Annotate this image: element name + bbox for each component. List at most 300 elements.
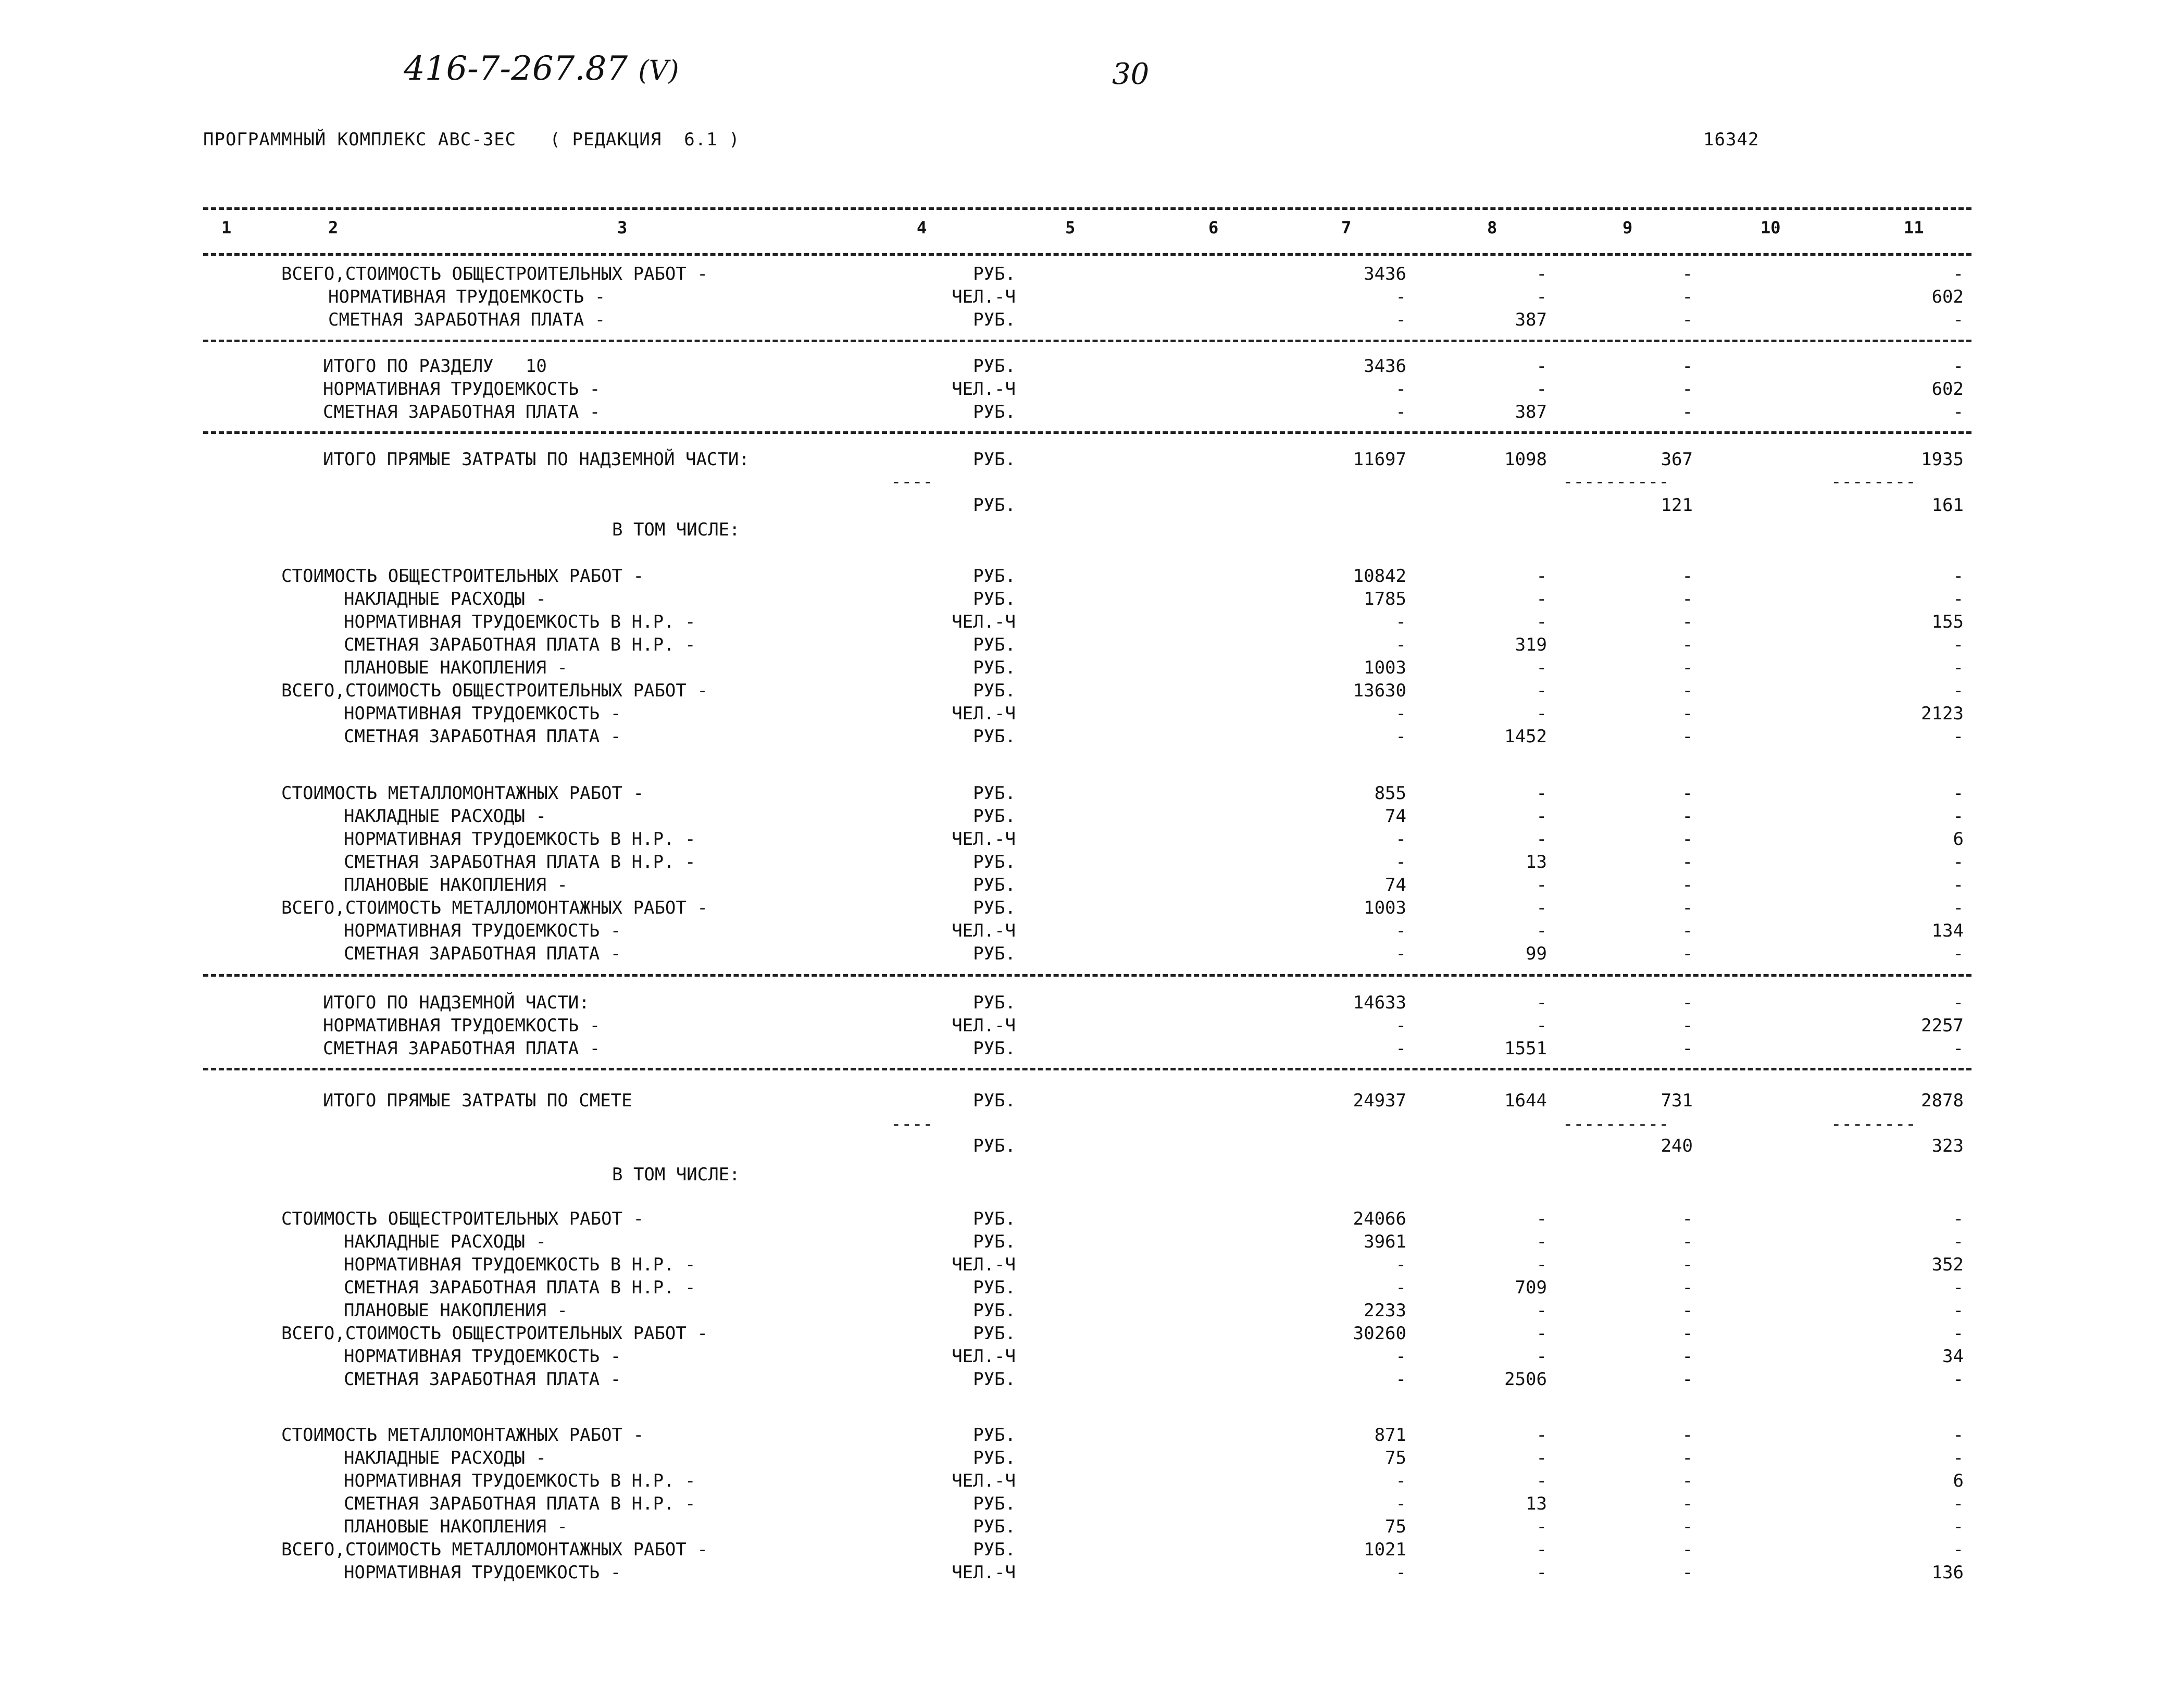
cell-col9: - [1682, 897, 1693, 918]
row-label: СМЕТНАЯ ЗАРАБОТНАЯ ПЛАТА В Н.Р. - [344, 634, 696, 655]
row-unit: РУБ. [973, 943, 1016, 964]
table-row [203, 829, 1971, 852]
cell-col8: - [1536, 829, 1547, 850]
table-row [203, 1470, 1971, 1493]
cell-col11: - [1953, 1323, 1964, 1344]
row-label: НОРМАТИВНАЯ ТРУДОЕМКОСТЬ - [323, 379, 601, 400]
cell-col9: - [1682, 402, 1693, 422]
table-row [203, 1369, 1971, 1392]
cell-col9: - [1682, 264, 1693, 284]
table-header-rule [203, 253, 1971, 256]
cell-col11: - [1953, 1369, 1964, 1390]
cell-col8: 319 [1515, 634, 1547, 655]
row-label: ИТОГО ПО РАЗДЕЛУ 10 [323, 356, 547, 377]
row-label: СТОИМОСТЬ МЕТАЛЛОМОНТАЖНЫХ РАБОТ - [281, 783, 644, 804]
table-row [203, 1448, 1971, 1470]
cell-col8: - [1536, 920, 1547, 941]
table-row [203, 1323, 1971, 1346]
table-row [203, 1231, 1971, 1254]
table-row [203, 286, 1971, 309]
cell-col9: - [1682, 309, 1693, 330]
cell-col7: - [1395, 943, 1406, 964]
column-header: 6 [1208, 218, 1219, 238]
cell-col7: 74 [1385, 875, 1406, 895]
cell-col9: - [1682, 1425, 1693, 1445]
cell-col7: 1003 [1364, 897, 1406, 918]
cell-col7: - [1395, 286, 1406, 307]
cell-col7: - [1395, 1369, 1406, 1390]
cell-col7: - [1395, 379, 1406, 400]
row-label: ВСЕГО,СТОИМОСТЬ ОБЩЕСТРОИТЕЛЬНЫХ РАБОТ - [281, 680, 708, 701]
cell-col7: - [1395, 1562, 1406, 1583]
row-unit: РУБ. [973, 402, 1016, 422]
row-unit: РУБ. [973, 875, 1016, 895]
table-row [203, 1300, 1971, 1323]
cell-col7: - [1395, 1346, 1406, 1367]
cell-col9: - [1682, 1208, 1693, 1229]
row-unit: РУБ. [973, 897, 1016, 918]
cell-col9: - [1682, 356, 1693, 377]
row-label: НОРМАТИВНАЯ ТРУДОЕМКОСТЬ В Н.Р. - [344, 612, 696, 632]
cell-col8: - [1536, 1208, 1547, 1229]
row-unit: ЧЕЛ.-Ч [952, 703, 1016, 724]
row-unit: РУБ. [973, 1136, 1016, 1156]
cell-col7: - [1395, 726, 1406, 747]
underline-mark: ---- [891, 471, 933, 492]
cell-col8: - [1536, 356, 1547, 377]
row-label: ВСЕГО,СТОИМОСТЬ МЕТАЛЛОМОНТАЖНЫХ РАБОТ - [281, 1539, 708, 1560]
cell-col11: - [1953, 680, 1964, 701]
cell-col7: - [1395, 309, 1406, 330]
cell-col11: - [1953, 1539, 1964, 1560]
cell-col11: 323 [1931, 1136, 1964, 1156]
column-header-row [203, 218, 1971, 241]
cell-col7: 30260 [1353, 1323, 1406, 1344]
cell-col11: - [1953, 897, 1964, 918]
row-label: ПЛАНОВЫЕ НАКОПЛЕНИЯ - [344, 875, 568, 895]
cell-col9: - [1682, 1346, 1693, 1367]
cell-col11: - [1953, 875, 1964, 895]
cell-col7: 2233 [1364, 1300, 1406, 1321]
section-rule [203, 431, 1971, 434]
row-unit: РУБ. [973, 1300, 1016, 1321]
cell-col9: - [1682, 1254, 1693, 1275]
column-header: 4 [917, 218, 927, 238]
section-note: В ТОМ ЧИСЛЕ: [612, 1164, 740, 1185]
cell-col9: 240 [1661, 1136, 1693, 1156]
cell-col9: - [1682, 1562, 1693, 1583]
row-label: ИТОГО ПО НАДЗЕМНОЙ ЧАСТИ: [323, 992, 590, 1013]
table-row [203, 309, 1971, 332]
cell-col7: 3436 [1364, 264, 1406, 284]
cell-col11: - [1953, 1277, 1964, 1298]
cell-col8: - [1536, 1231, 1547, 1252]
row-unit: РУБ. [973, 495, 1016, 516]
table-row [203, 1015, 1971, 1038]
cell-col9: - [1682, 920, 1693, 941]
cell-col7: 3436 [1364, 356, 1406, 377]
cell-col11: 2257 [1921, 1015, 1964, 1036]
section-note: В ТОМ ЧИСЛЕ: [612, 519, 740, 540]
cell-col8: 387 [1515, 309, 1547, 330]
cell-col8: 13 [1526, 1493, 1547, 1514]
cell-col8: - [1536, 612, 1547, 632]
column-header: 5 [1065, 218, 1076, 238]
cell-col11: 602 [1931, 286, 1964, 307]
row-unit: РУБ. [973, 589, 1016, 609]
table-row [203, 449, 1971, 472]
table-row [203, 806, 1971, 829]
cell-col7: - [1395, 920, 1406, 941]
cell-col8: - [1536, 992, 1547, 1013]
table-row [203, 875, 1971, 897]
document-number-text: 416-7-267.87 [404, 49, 628, 88]
row-label: НОРМАТИВНАЯ ТРУДОЕМКОСТЬ В Н.Р. - [344, 1254, 696, 1275]
row-label: НАКЛАДНЫЕ РАСХОДЫ - [344, 1448, 546, 1468]
cell-col9: 731 [1661, 1090, 1693, 1111]
row-label: СМЕТНАЯ ЗАРАБОТНАЯ ПЛАТА - [344, 726, 621, 747]
cell-col9: - [1682, 1300, 1693, 1321]
underline-mark: ---------- [1563, 471, 1669, 492]
cell-col8: - [1536, 286, 1547, 307]
table-row [203, 703, 1971, 726]
table-row [203, 1346, 1971, 1369]
row-unit: РУБ. [973, 1090, 1016, 1111]
cell-col11: - [1953, 783, 1964, 804]
cell-col8: 709 [1515, 1277, 1547, 1298]
cell-col11: - [1953, 1038, 1964, 1059]
row-label: ВСЕГО,СТОИМОСТЬ ОБЩЕСТРОИТЕЛЬНЫХ РАБОТ - [281, 264, 708, 284]
cell-col9: - [1682, 1038, 1693, 1059]
cell-col9: 367 [1661, 449, 1693, 470]
row-label: НОРМАТИВНАЯ ТРУДОЕМКОСТЬ - [328, 286, 606, 307]
cell-col9: - [1682, 943, 1693, 964]
cell-col8: - [1536, 1562, 1547, 1583]
cell-col11: - [1953, 402, 1964, 422]
row-unit: ЧЕЛ.-Ч [952, 1254, 1016, 1275]
column-header: 3 [617, 218, 628, 238]
cell-col9: - [1682, 1369, 1693, 1390]
program-header: ПРОГРАММНЫЙ КОМПЛЕКС АВС-3ЕС ( РЕДАКЦИЯ 6.1 ) [203, 129, 740, 150]
table-row [203, 920, 1971, 943]
column-header: 10 [1761, 218, 1781, 238]
cell-col7: 13630 [1353, 680, 1406, 701]
cell-col8: 1098 [1504, 449, 1547, 470]
cell-col9: - [1682, 657, 1693, 678]
cell-col8: - [1536, 703, 1547, 724]
row-label: СМЕТНАЯ ЗАРАБОТНАЯ ПЛАТА - [323, 402, 601, 422]
row-unit: РУБ. [973, 1448, 1016, 1468]
cell-col7: 1785 [1364, 589, 1406, 609]
cell-col8: - [1536, 1323, 1547, 1344]
cell-col11: - [1953, 1208, 1964, 1229]
table-row [203, 264, 1971, 286]
row-label: НОРМАТИВНАЯ ТРУДОЕМКОСТЬ - [344, 1562, 621, 1583]
row-unit: РУБ. [973, 449, 1016, 470]
table-row [203, 1425, 1971, 1448]
table-row [203, 634, 1971, 657]
cell-col8: 2506 [1504, 1369, 1547, 1390]
row-unit: РУБ. [973, 1425, 1016, 1445]
table-row [203, 1038, 1971, 1061]
table-row [203, 1136, 1971, 1158]
cell-col9: - [1682, 1493, 1693, 1514]
cell-col8: - [1536, 1470, 1547, 1491]
row-label: СМЕТНАЯ ЗАРАБОТНАЯ ПЛАТА - [328, 309, 606, 330]
cell-col8: - [1536, 1425, 1547, 1445]
column-header: 8 [1487, 218, 1497, 238]
section-rule [203, 340, 1971, 342]
row-label: НОРМАТИВНАЯ ТРУДОЕМКОСТЬ В Н.Р. - [344, 829, 696, 850]
row-unit: РУБ. [973, 726, 1016, 747]
cell-col7: 1021 [1364, 1539, 1406, 1560]
table-row [203, 566, 1971, 589]
cell-col9: - [1682, 1470, 1693, 1491]
cell-col8: - [1536, 1448, 1547, 1468]
row-unit: ЧЕЛ.-Ч [952, 612, 1016, 632]
cell-col7: 75 [1385, 1448, 1406, 1468]
row-unit: РУБ. [973, 356, 1016, 377]
row-label: НОРМАТИВНАЯ ТРУДОЕМКОСТЬ - [344, 703, 621, 724]
table-row [203, 1277, 1971, 1300]
cell-col11: - [1953, 1231, 1964, 1252]
table-row [203, 897, 1971, 920]
header-code: 16342 [1703, 129, 1759, 150]
table-row [203, 612, 1971, 634]
cell-col8: - [1536, 1254, 1547, 1275]
row-label: СМЕТНАЯ ЗАРАБОТНАЯ ПЛАТА В Н.Р. - [344, 852, 696, 872]
row-label: НОРМАТИВНАЯ ТРУДОЕМКОСТЬ В Н.Р. - [344, 1470, 696, 1491]
table-row [203, 1493, 1971, 1516]
row-unit: РУБ. [973, 1369, 1016, 1390]
table-row [203, 657, 1971, 680]
cell-col9: - [1682, 566, 1693, 587]
cell-col8: - [1536, 264, 1547, 284]
row-label: НОРМАТИВНАЯ ТРУДОЕМКОСТЬ - [344, 920, 621, 941]
cell-col9: - [1682, 829, 1693, 850]
row-unit: РУБ. [973, 264, 1016, 284]
cell-col9: - [1682, 806, 1693, 827]
row-unit: РУБ. [973, 852, 1016, 872]
cell-col8: - [1536, 657, 1547, 678]
table-row [203, 1516, 1971, 1539]
cell-col9: - [1682, 379, 1693, 400]
cell-col7: - [1395, 829, 1406, 850]
cell-col9: - [1682, 1277, 1693, 1298]
row-label: СМЕТНАЯ ЗАРАБОТНАЯ ПЛАТА - [344, 1369, 621, 1390]
table-row [203, 783, 1971, 806]
cell-col11: 2878 [1921, 1090, 1964, 1111]
cell-col7: 14633 [1353, 992, 1406, 1013]
row-unit: РУБ. [973, 806, 1016, 827]
cell-col11: - [1953, 589, 1964, 609]
row-unit: ЧЕЛ.-Ч [952, 286, 1016, 307]
table-row [203, 992, 1971, 1015]
cell-col11: 136 [1931, 1562, 1964, 1583]
cell-col9: - [1682, 992, 1693, 1013]
cell-col8: 1551 [1504, 1038, 1547, 1059]
cell-col7: - [1395, 1493, 1406, 1514]
row-label: ИТОГО ПРЯМЫЕ ЗАТРАТЫ ПО НАДЗЕМНОЙ ЧАСТИ: [323, 449, 750, 470]
row-unit: ЧЕЛ.-Ч [952, 379, 1016, 400]
row-unit: ЧЕЛ.-Ч [952, 1015, 1016, 1036]
cell-col11: 161 [1931, 495, 1964, 516]
column-header: 11 [1904, 218, 1924, 238]
cell-col9: - [1682, 286, 1693, 307]
row-label: НОРМАТИВНАЯ ТРУДОЕМКОСТЬ - [344, 1346, 621, 1367]
row-unit: ЧЕЛ.-Ч [952, 1562, 1016, 1583]
row-label: ИТОГО ПРЯМЫЕ ЗАТРАТЫ ПО СМЕТЕ [323, 1090, 632, 1111]
row-unit: РУБ. [973, 1277, 1016, 1298]
cell-col7: 1003 [1364, 657, 1406, 678]
underline-mark: -------- [1831, 1114, 1916, 1134]
cell-col7: - [1395, 1470, 1406, 1491]
cell-col9: - [1682, 783, 1693, 804]
row-label: СМЕТНАЯ ЗАРАБОТНАЯ ПЛАТА В Н.Р. - [344, 1277, 696, 1298]
cell-col8: - [1536, 806, 1547, 827]
cell-col11: - [1953, 1425, 1964, 1445]
table-row [203, 1539, 1971, 1562]
row-label: СТОИМОСТЬ МЕТАЛЛОМОНТАЖНЫХ РАБОТ - [281, 1425, 644, 1445]
cell-col9: - [1682, 703, 1693, 724]
row-unit: РУБ. [973, 657, 1016, 678]
cell-col7: - [1395, 1254, 1406, 1275]
page-number: 30 [1112, 57, 1150, 91]
cell-col11: - [1953, 657, 1964, 678]
cell-col8: - [1536, 1516, 1547, 1537]
cell-col11: 2123 [1921, 703, 1964, 724]
row-unit: РУБ. [973, 1038, 1016, 1059]
cell-col11: - [1953, 1493, 1964, 1514]
row-unit: РУБ. [973, 992, 1016, 1013]
row-label: ПЛАНОВЫЕ НАКОПЛЕНИЯ - [344, 1516, 568, 1537]
cell-col11: 6 [1953, 1470, 1964, 1491]
cell-col8: 99 [1526, 943, 1547, 964]
row-label: ПЛАНОВЫЕ НАКОПЛЕНИЯ - [344, 1300, 568, 1321]
row-unit: РУБ. [973, 309, 1016, 330]
cell-col11: - [1953, 309, 1964, 330]
cell-col8: 1452 [1504, 726, 1547, 747]
cell-col11: - [1953, 943, 1964, 964]
table-row [203, 943, 1971, 966]
cell-col7: - [1395, 1038, 1406, 1059]
cell-col9: - [1682, 1015, 1693, 1036]
column-header: 2 [328, 218, 339, 238]
cell-col11: - [1953, 634, 1964, 655]
table-row [203, 1090, 1971, 1113]
cell-col9: - [1682, 726, 1693, 747]
row-unit: ЧЕЛ.-Ч [952, 1470, 1016, 1491]
row-unit: РУБ. [973, 1539, 1016, 1560]
column-header: 7 [1341, 218, 1352, 238]
cell-col11: 352 [1931, 1254, 1964, 1275]
table-top-rule [203, 207, 1971, 210]
cell-col11: - [1953, 1300, 1964, 1321]
cell-col11: - [1953, 1516, 1964, 1537]
cell-col7: - [1395, 612, 1406, 632]
underline-mark: ---- [891, 1114, 933, 1134]
row-label: НОРМАТИВНАЯ ТРУДОЕМКОСТЬ - [323, 1015, 601, 1036]
cell-col11: - [1953, 806, 1964, 827]
cell-col7: - [1395, 634, 1406, 655]
cell-col9: - [1682, 1539, 1693, 1560]
row-label: ВСЕГО,СТОИМОСТЬ МЕТАЛЛОМОНТАЖНЫХ РАБОТ - [281, 897, 708, 918]
cell-col7: 871 [1374, 1425, 1406, 1445]
row-unit: РУБ. [973, 1231, 1016, 1252]
cell-col9: - [1682, 680, 1693, 701]
row-label: НАКЛАДНЫЕ РАСХОДЫ - [344, 1231, 546, 1252]
table-row [203, 589, 1971, 612]
cell-col7: 74 [1385, 806, 1406, 827]
column-header: 9 [1623, 218, 1633, 238]
cell-col7: - [1395, 1015, 1406, 1036]
cell-col8: 13 [1526, 852, 1547, 872]
cell-col9: - [1682, 1448, 1693, 1468]
cell-col9: - [1682, 612, 1693, 632]
cell-col8: - [1536, 1015, 1547, 1036]
row-unit: РУБ. [973, 566, 1016, 587]
cell-col9: - [1682, 1516, 1693, 1537]
cell-col11: - [1953, 566, 1964, 587]
cell-col8: - [1536, 783, 1547, 804]
cell-col7: 24937 [1353, 1090, 1406, 1111]
document-volume-text: (V) [638, 55, 679, 86]
cell-col8: 1644 [1504, 1090, 1547, 1111]
cell-col11: - [1953, 852, 1964, 872]
section-rule [203, 1068, 1971, 1070]
cell-col11: 34 [1942, 1346, 1964, 1367]
cell-col11: 1935 [1921, 449, 1964, 470]
row-label: НАКЛАДНЫЕ РАСХОДЫ - [344, 806, 546, 827]
row-label: СМЕТНАЯ ЗАРАБОТНАЯ ПЛАТА В Н.Р. - [344, 1493, 696, 1514]
cell-col7: 11697 [1353, 449, 1406, 470]
table-row [203, 680, 1971, 703]
cell-col8: - [1536, 875, 1547, 895]
row-unit: РУБ. [973, 680, 1016, 701]
table-row [203, 726, 1971, 749]
cell-col9: - [1682, 1231, 1693, 1252]
row-label: ПЛАНОВЫЕ НАКОПЛЕНИЯ - [344, 657, 568, 678]
row-unit: РУБ. [973, 1208, 1016, 1229]
document-number [404, 49, 679, 88]
table-row [203, 1562, 1971, 1585]
table-row [203, 495, 1971, 518]
cell-col9: - [1682, 1323, 1693, 1344]
row-unit: ЧЕЛ.-Ч [952, 920, 1016, 941]
cell-col11: - [1953, 992, 1964, 1013]
row-unit: РУБ. [973, 634, 1016, 655]
cell-col7: 24066 [1353, 1208, 1406, 1229]
underline-mark: ---------- [1563, 1114, 1669, 1134]
cell-col11: - [1953, 356, 1964, 377]
cell-col7: - [1395, 402, 1406, 422]
cell-col11: 134 [1931, 920, 1964, 941]
row-unit: РУБ. [973, 1323, 1016, 1344]
cell-col8: - [1536, 897, 1547, 918]
column-header: 1 [221, 218, 232, 238]
table-row [203, 852, 1971, 875]
cell-col8: - [1536, 1346, 1547, 1367]
cell-col11: 6 [1953, 829, 1964, 850]
row-label: СТОИМОСТЬ ОБЩЕСТРОИТЕЛЬНЫХ РАБОТ - [281, 566, 644, 587]
cell-col7: - [1395, 852, 1406, 872]
row-label: СМЕТНАЯ ЗАРАБОТНАЯ ПЛАТА - [323, 1038, 601, 1059]
cell-col11: 602 [1931, 379, 1964, 400]
cell-col8: - [1536, 589, 1547, 609]
cell-col7: 855 [1374, 783, 1406, 804]
cell-col8: 387 [1515, 402, 1547, 422]
cell-col7: 75 [1385, 1516, 1406, 1537]
